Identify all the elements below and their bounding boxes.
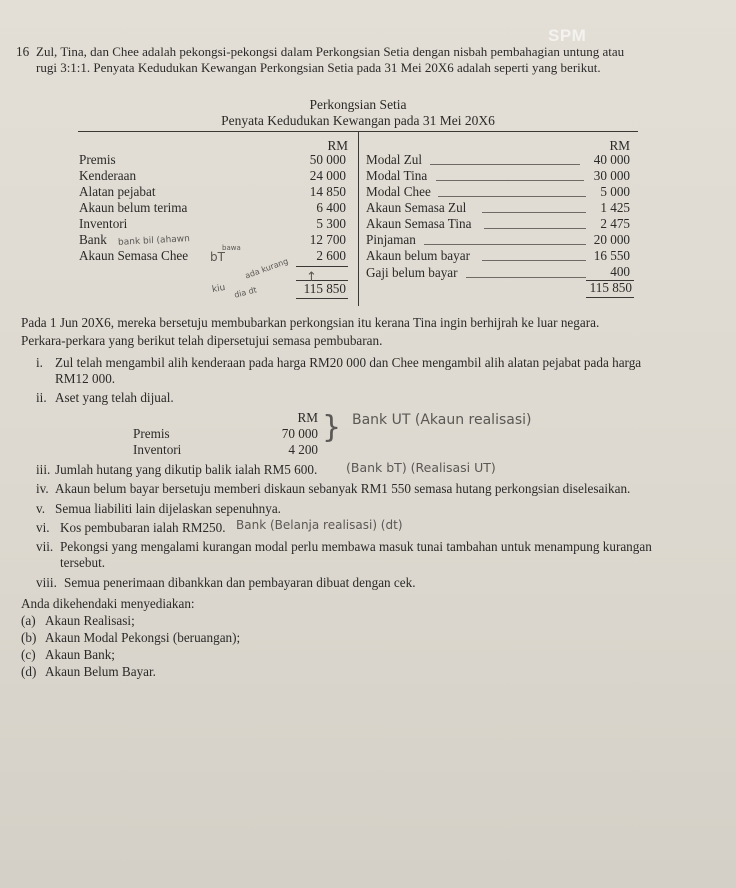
right-label: Modal Tina [366, 168, 428, 183]
leader-line [438, 196, 586, 197]
sold-asset-label: Inventori [133, 442, 182, 457]
right-label: Akaun belum bayar [366, 248, 470, 263]
handwritten-note: bank bil (ahawn [117, 234, 191, 248]
handwritten-note: bT [210, 250, 225, 264]
leader-line [436, 180, 584, 181]
left-label: Bank [79, 232, 107, 247]
sold-asset-label: Premis [133, 426, 170, 441]
left-amount: 24 000 [309, 168, 346, 183]
right-amount: 400 [610, 264, 630, 279]
item-number: iii. [36, 462, 51, 477]
item-vii-line-2: tersebut. [60, 555, 106, 570]
left-total: 115 850 [303, 281, 346, 296]
task-text: Akaun Modal Pekongsi (beruangan); [45, 630, 241, 645]
item-number: iv. [36, 481, 49, 496]
left-amount: 2 600 [316, 248, 346, 263]
statement-divider [358, 131, 359, 306]
item-number: v. [36, 501, 46, 516]
right-label: Modal Chee [366, 184, 431, 199]
left-total-rule-top [296, 280, 348, 281]
handwritten-note: dia dt [233, 285, 258, 300]
item-vi-text: Kos pembubaran ialah RM250. [60, 520, 226, 535]
task-text: Akaun Bank; [45, 647, 115, 662]
right-label: Modal Zul [366, 152, 423, 167]
task-text: Akaun Realisasi; [45, 613, 135, 628]
task-number: (a) [21, 613, 36, 628]
intro-line-2: rugi 3:1:1. Penyata Kedudukan Kewangan Perkongsian Setia pada 31 Mei 20X6 adalah seperti yang berikut. [36, 60, 601, 75]
handwritten-note: ada kurang [243, 256, 290, 281]
leader-line [430, 164, 580, 165]
item-ii-currency: RM [297, 410, 318, 425]
handwritten-note: (Bank bT) (Realisasi UT) [346, 460, 496, 475]
statement-subtitle: Penyata Kedudukan Kewangan pada 31 Mei 20X6 [221, 113, 495, 128]
item-number: viii. [36, 575, 57, 590]
left-amount: 14 850 [309, 184, 346, 199]
right-amount: 2 475 [600, 216, 630, 231]
sold-asset-amount: 70 000 [281, 426, 318, 441]
handwritten-note: Bank UT (Akaun realisasi) [352, 412, 532, 428]
item-number: ii. [36, 390, 47, 405]
handwritten-mark: ↑ [306, 270, 317, 285]
handwritten-note: kiu [211, 282, 227, 296]
item-i-line-1: Zul telah mengambil alih kenderaan pada harga RM20 000 dan Chee mengambil alih alatan pejabat pada harga [55, 355, 642, 370]
left-label: Akaun Semasa Chee [79, 248, 189, 263]
left-amount: 6 400 [316, 200, 346, 215]
right-label: Gaji belum bayar [366, 265, 458, 280]
right-amount: 40 000 [593, 152, 630, 167]
right-currency-header: RM [609, 138, 630, 153]
handwritten-note: Bank (Belanja realisasi) (dt) [236, 518, 403, 532]
right-total: 115 850 [589, 280, 632, 295]
spm-badge: SPM [548, 26, 587, 45]
task-number: (c) [21, 647, 36, 662]
right-label: Pinjaman [366, 232, 416, 247]
item-number: i. [36, 355, 43, 370]
right-amount: 20 000 [593, 232, 630, 247]
item-iv-text: Akaun belum bayar bersetuju memberi diskaun sebanyak RM1 550 semasa hutang perkongsian diselesaikan. [55, 481, 631, 496]
right-amount: 5 000 [600, 184, 630, 199]
right-label: Akaun Semasa Zul [366, 200, 467, 215]
question-number: 16 [16, 44, 30, 59]
sold-asset-amount: 4 200 [288, 442, 318, 457]
item-i-line-2: RM12 000. [55, 371, 116, 386]
item-vii-line-1: Pekongsi yang mengalami kurangan modal perlu membawa masuk tunai tambahan untuk menampung kurangan [60, 539, 652, 554]
right-total-rule-bottom [586, 297, 634, 298]
item-viii-text: Semua penerimaan dibankkan dan pembayaran dibuat dengan cek. [64, 575, 416, 590]
item-number: vii. [36, 539, 54, 554]
item-ii-text: Aset yang telah dijual. [55, 390, 174, 405]
left-label: Akaun belum terima [79, 200, 188, 215]
task-heading: Anda dikehendaki menyediakan: [21, 596, 195, 611]
right-amount: 16 550 [593, 248, 630, 263]
paragraph-2: Perkara-perkara yang berikut telah dipersetujui semasa pembubaran. [21, 333, 383, 348]
item-number: vi. [36, 520, 50, 535]
left-amount: 12 700 [309, 232, 346, 247]
left-currency-header: RM [327, 138, 348, 153]
left-label: Alatan pejabat [79, 184, 156, 199]
right-amount: 30 000 [593, 168, 630, 183]
task-number: (d) [21, 664, 37, 679]
leader-line [466, 277, 586, 278]
right-label: Akaun Semasa Tina [366, 216, 472, 231]
left-label: Premis [79, 152, 116, 167]
item-v-text: Semua liabiliti lain dijelaskan sepenuhnya. [55, 501, 281, 516]
task-text: Akaun Belum Bayar. [45, 664, 156, 679]
left-subtotal-rule [296, 266, 348, 267]
paragraph-1: Pada 1 Jun 20X6, mereka bersetuju membubarkan perkongsian itu kerana Tina ingin berhijrah ke luar negara. [21, 315, 600, 330]
item-iii-text: Jumlah hutang yang dikutip balik ialah RM5 600. [55, 462, 318, 477]
left-label: Kenderaan [79, 168, 137, 183]
leader-line [424, 244, 586, 245]
handwritten-note: bawa [222, 244, 241, 252]
left-label: Inventori [79, 216, 128, 231]
intro-line-1: Zul, Tina, dan Chee adalah pekongsi-pekongsi dalam Perkongsian Setia dengan nisbah pembahagian untung atau [36, 44, 625, 59]
statement-title: Perkongsian Setia [309, 97, 407, 112]
right-amount: 1 425 [600, 200, 630, 215]
left-amount: 50 000 [309, 152, 346, 167]
left-amount: 5 300 [316, 216, 346, 231]
task-number: (b) [21, 630, 37, 645]
handwritten-brace: } [322, 410, 342, 445]
left-total-rule-bottom [296, 298, 348, 299]
